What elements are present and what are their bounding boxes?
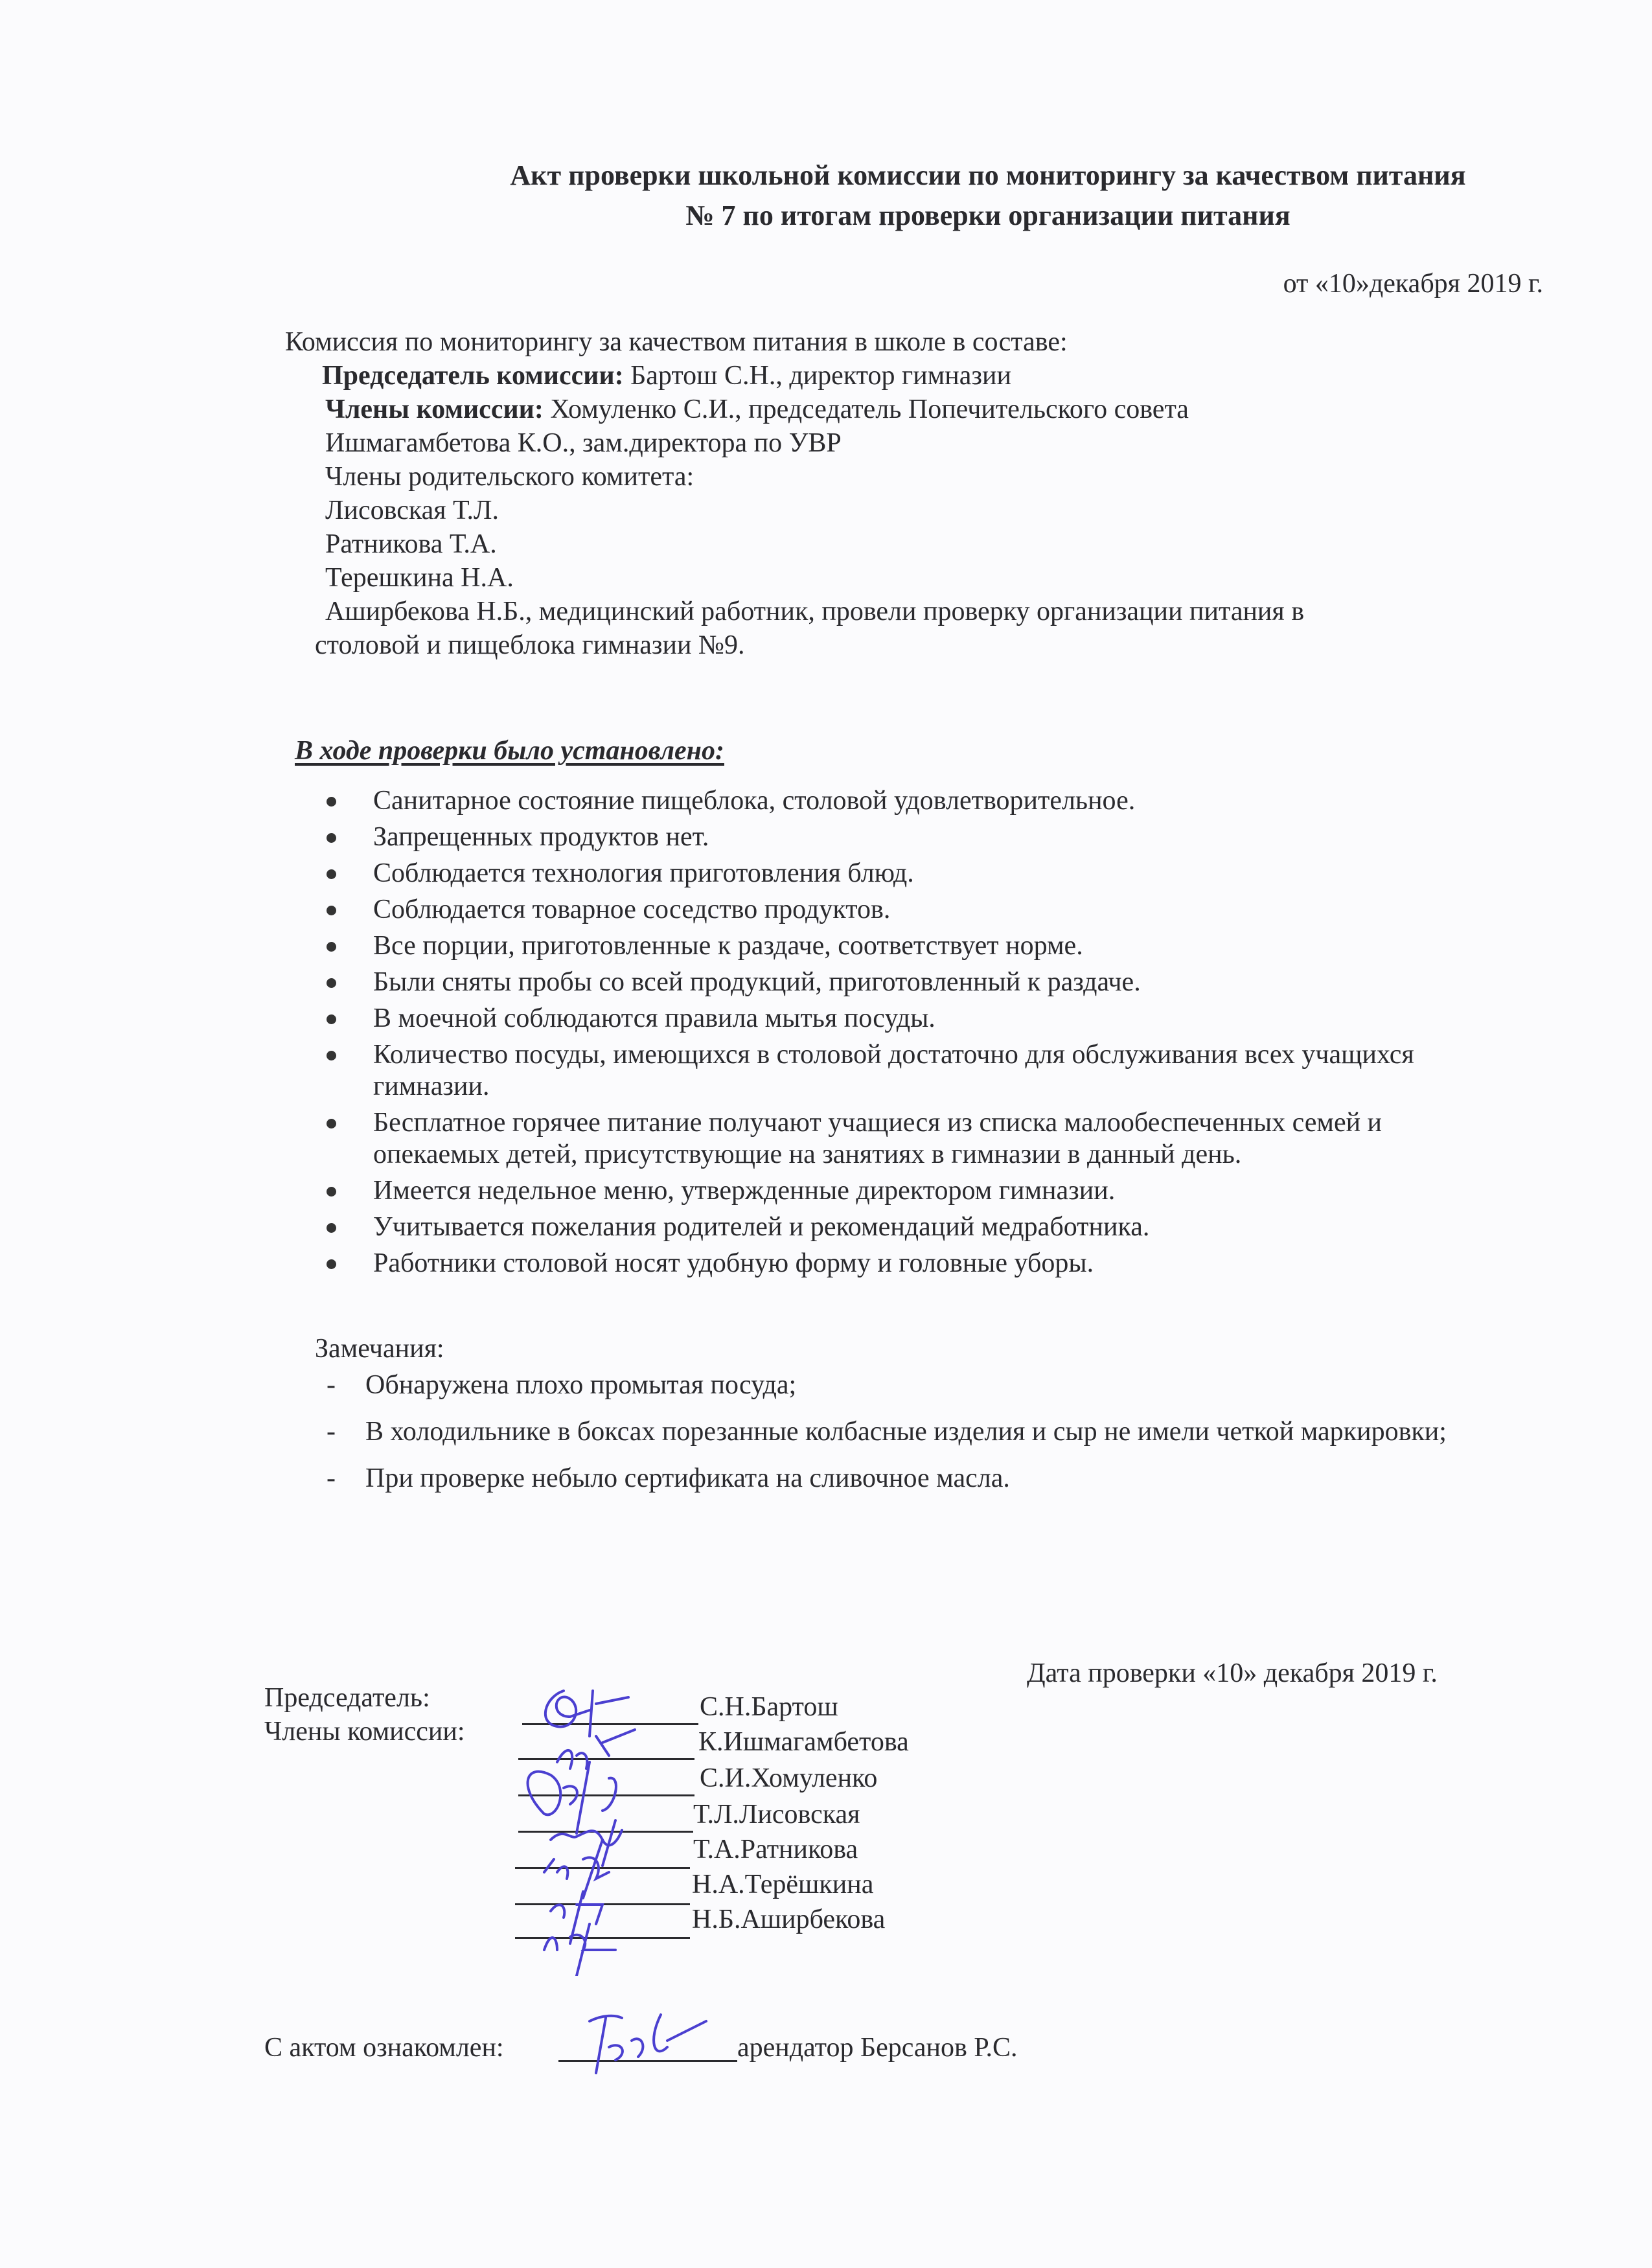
chairman-value: Бартош С.Н., директор гимназии: [623, 361, 1011, 391]
bullet-icon: [327, 1051, 336, 1060]
dash-icon: -: [327, 1370, 336, 1400]
bullet-icon: [327, 978, 336, 988]
finding-item: Соблюдается технология приготовления блюд.: [324, 858, 1513, 889]
chairman-line: [322, 360, 1011, 392]
title-line-1: Акт проверки школьной комиссии по мониторингу за качеством питания: [510, 159, 1466, 191]
bullet-icon: [327, 1259, 336, 1269]
signatory-name: Н.А.Терёшкина: [692, 1870, 874, 1899]
intro-text: Комиссия по мониторингу за качеством питания в школе в составе:: [285, 327, 1068, 357]
members-line: [325, 393, 1189, 426]
findings-list: [324, 785, 1555, 1284]
finding-item: Учитывается пожелания родителей и рекомендаций медработника.: [324, 1211, 1513, 1243]
members-signature-label: Члены комиссии:: [264, 1717, 465, 1747]
finding-item: Количество посуды, имеющихся в столовой достаточно для обслуживания всех учащихся гимназии.: [324, 1039, 1513, 1103]
member-2: Ишмагамбетова К.О., зам.директора по УВР: [325, 428, 842, 458]
bullet-icon: [327, 1014, 336, 1024]
medic-line: Аширбекова Н.Б., медицинский работник, провели проверку организации питания в: [325, 597, 1305, 626]
inspection-date: Дата проверки «10» декабря 2019 г.: [1027, 1658, 1438, 1688]
parent-member: Ратникова Т.А.: [325, 529, 497, 559]
signatory-name: К.Ишмагамбетова: [698, 1727, 909, 1757]
finding-item: Бесплатное горячее питание получают учащиеся из списка малообеспеченных семей и опекаемых детей, присутствующие на занятиях в гимназии в данный день.: [324, 1107, 1513, 1171]
findings-heading: В ходе проверки было установлено:: [295, 736, 724, 766]
finding-item: Запрещенных продуктов нет.: [324, 821, 1513, 853]
handwritten-signatures: [505, 1665, 713, 1976]
dash-icon: -: [327, 1417, 336, 1447]
finding-item: В моечной соблюдаются правила мытья посуды.: [324, 1003, 1513, 1035]
document-title: [389, 155, 1587, 236]
tenant-signature: [570, 2002, 719, 2086]
bullet-icon: [327, 906, 336, 915]
signatory-name: Т.А.Ратникова: [693, 1835, 858, 1864]
acknowledged-name: арендатор Берсанов Р.С.: [737, 2033, 1018, 2063]
finding-item: Были сняты пробы со всей продукций, приготовленный к раздаче.: [324, 967, 1513, 998]
signatory-name: Т.Л.Лисовская: [693, 1800, 860, 1829]
acknowledged-label: С актом ознакомлен:: [264, 2033, 504, 2063]
signatory-name: С.Н.Бартош: [700, 1692, 838, 1722]
remark-item: - Обнаружена плохо промытая посуда;: [317, 1366, 1519, 1404]
medic-line-cont: столовой и пищеблока гимназии №9.: [315, 630, 745, 660]
finding-item: Работники столовой носят удобную форму и головные уборы.: [324, 1248, 1513, 1279]
finding-item: Имеется недельное меню, утвержденные директором гимназии.: [324, 1175, 1513, 1207]
dash-icon: -: [327, 1463, 336, 1493]
remarks-list: [317, 1366, 1548, 1506]
finding-item: Все порции, приготовленные к раздаче, соответствует норме.: [324, 930, 1513, 962]
signatory-name: С.И.Хомуленко: [700, 1763, 878, 1793]
members-value: Хомуленко С.И., председатель Попечительского совета: [543, 395, 1189, 424]
finding-item: Соблюдается товарное соседство продуктов.: [324, 894, 1513, 926]
remark-item: - При проверке небыло сертификата на сливочное масла.: [317, 1460, 1519, 1497]
chairman-label: Председатель комиссии:: [322, 361, 624, 391]
finding-item: Санитарное состояние пищеблока, столовой удовлетворительное.: [324, 785, 1513, 817]
bullet-icon: [327, 833, 336, 843]
bullet-icon: [327, 797, 336, 807]
chairman-signature-label: Председатель:: [264, 1683, 430, 1713]
bullet-icon: [327, 942, 336, 952]
remark-item: - В холодильнике в боксах порезанные колбасные изделия и сыр не имели четкой маркировки;: [317, 1413, 1519, 1450]
parents-heading: Члены родительского комитета:: [325, 462, 694, 492]
bullet-icon: [327, 1187, 336, 1197]
bullet-icon: [327, 869, 336, 879]
signatory-name: Н.Б.Аширбекова: [692, 1905, 886, 1934]
remarks-heading: Замечания:: [315, 1334, 444, 1364]
bullet-icon: [327, 1223, 336, 1233]
members-label: Члены комиссии:: [325, 395, 544, 424]
parent-member: Терешкина Н.А.: [325, 563, 514, 593]
parent-member: Лисовская Т.Л.: [325, 496, 499, 525]
bullet-icon: [327, 1119, 336, 1128]
title-line-2: № 7 по итогам проверки организации питания: [685, 200, 1291, 231]
document-date: от «10»декабря 2019 г.: [1283, 269, 1543, 299]
